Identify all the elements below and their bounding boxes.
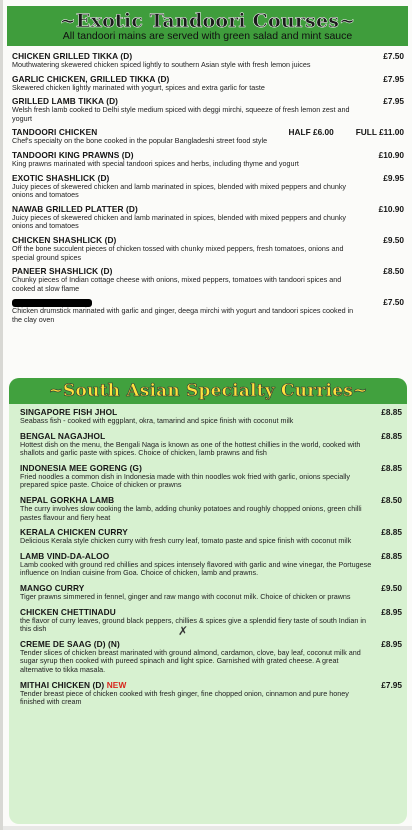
item-name: TANDOORI KING PRAWNS (D) [12,149,134,160]
menu-item [20,463,402,490]
menu-item [12,51,404,70]
item-price: £10.90 [378,203,404,214]
item-price: £8.95 [381,606,402,617]
menu-item [12,74,404,93]
item-description: Skewered chicken lightly marinated with yogurt, spices and extra garlic for taste [12,82,265,92]
menu-item [12,235,404,262]
section-title: ~Exotic Tandoori Courses~ [59,10,356,32]
item-name: EXOTIC SHASHLICK (D) [12,172,110,183]
item-name: TANDOORI CHICKEN [12,127,98,138]
menu-item [12,150,404,169]
menu-item [12,297,404,324]
section-title: ~South Asian Specialty Curries~ [48,381,368,401]
item-name: CHICKEN SHASHLICK (D) [12,234,117,245]
item-description: Off the bone succulent pieces of chicken tossed with chunky mixed peppers, fresh tomatoes, onions and special ground spices [12,243,344,262]
item-description: Tiger prawns simmered in fennel, ginger and raw mango with coconut milk. Choice of chicken or prawns [20,591,351,601]
item-name: GARLIC CHICKEN, GRILLED TIKKA (D) [12,73,170,84]
item-price: £8.85 [381,430,402,441]
item-price: £8.85 [381,550,402,561]
page-bottom-edge [3,826,412,830]
item-description: Fried noodles a common dish in Indonesia made with thin noodles wok fried with garlic, onions specially prepared spice paste. Choice of chicken or prawns [20,471,351,490]
item-description: Chicken drumstick marinated with garlic and ginger, deega mirchi with yogurt and tandoori spices cooked in the clay oven [12,306,354,324]
tandoori-list [12,51,404,329]
item-price: £7.95 [383,73,404,84]
section-header-tandoori [7,6,408,46]
item-description: Mouthwatering skewered chicken spiced lightly to southern Asian style with fresh lemon juices [12,60,311,69]
item-description: the flavor of curry leaves, ground black peppers, chillies & spices give a splendid fiery taste of south Indian in this dish [20,615,366,634]
item-price: £9.50 [383,234,404,245]
item-name: PANEER SHASHLICK (D) [12,266,113,277]
item-name: LAMB VIND-DA-ALOO [20,550,110,561]
menu-item [20,431,402,458]
item-price: £7.50 [383,297,404,308]
menu-item [20,527,402,546]
menu-item [12,204,404,231]
item-description: Chunky pieces of Indian cottage cheese with onions, mixed peppers, tomatoes with tandoori spices and cooked at slow flame [12,275,342,293]
item-price: £9.95 [383,172,404,183]
item-price: £8.85 [381,462,402,473]
item-name: MANGO CURRY [20,582,85,593]
item-name: BENGAL NAGAJHOL [20,430,106,441]
item-price: £8.95 [381,638,402,649]
menu-item [12,266,404,293]
item-description: Seabass fish - cooked with eggplant, okra, tamarind and spice finish with coconut milk [20,416,294,425]
item-price: £7.95 [381,679,402,690]
menu-item [20,639,402,675]
item-price: £8.85 [381,407,402,417]
item-description: The curry involves slow cooking the lamb, adding chunky potatoes and roughly chopped onions, green chilli pastes flavour and fiery heat [20,503,362,522]
menu-item [20,407,402,426]
item-name: CHICKEN CHETTINADU [20,606,116,617]
item-description: Hottest dish on the menu, the Bengali Naga is known as one of the hottest chillies in the world, cooked with shallots and garlic paste with spices. Choice of chicken, lamb prawns and fish [20,439,361,458]
menu-item [12,96,404,123]
menu-item [20,495,402,522]
item-description: Tender breast piece of chicken cooked with fresh ginger, fine chopped onion, cinnamon and pure honey finished with cream [20,688,349,707]
item-price: £10.90 [378,149,404,160]
menu-item [12,173,404,200]
item-price: £7.50 [383,51,404,61]
section-subtitle: All tandoori mains are served with green salad and mint sauce [62,30,353,42]
item-price-full: FULL £11.00 [355,127,404,138]
new-badge: NEW [106,679,127,690]
item-name: INDONESIA MEE GORENG (G) [20,462,142,473]
menu-item [12,127,404,146]
menu-item [20,583,402,602]
item-name: MITHAI CHICKEN (D) [20,679,105,690]
menu-item [20,680,402,707]
item-name: CREME DE SAAG (D) (N) [20,638,120,649]
item-name: CHICKEN GRILLED TIKKA (D) [12,51,133,61]
section-header-specialty [9,378,407,404]
item-description: Welsh fresh lamb cooked to Delhi style medium spiced with deggi mirchi, squeeze of fresh lemon zest and yogurt [12,105,350,123]
item-description: Delicious Kerala style chicken curry with fresh curry leaf, tomato paste and spice finish with coconut milk [20,536,352,546]
item-price: £8.50 [381,494,402,505]
menu-item [20,607,402,634]
item-price: £8.50 [383,266,404,277]
item-price: £7.95 [383,96,404,107]
item-description: King prawns marinated with special tandoori spices and herbs, including thyme and yogurt [12,158,299,168]
item-description: Juicy pieces of skewered chicken and lamb marinated in spices, blended with mixed peppers and chunky onions and tomatoes [12,212,347,231]
item-description: Tender slices of chicken breast marinated with ground almond, cardamon, clove, bay leaf, coconut milk and sugar syrup then cooked with pureed spinach and light spice. Garnished with grated cheese. A great alternative to tikka masala. [20,647,361,674]
menu-item [20,551,402,578]
item-description: Lamb cooked with ground red chillies and spices intensely flavored with garlic and wine vinegar, the Portugese influence on Indian cuisine from Goa. Choice of chicken, lamb and prawns. [20,559,372,578]
item-description: Chef's specialty on the bone cooked in the popular Bangladeshi street food style [12,136,268,146]
pen-mark-icon: ✗ [178,624,189,638]
item-name: KERALA CHICKEN CURRY [20,527,128,538]
item-price-half: HALF £6.00 [288,127,334,138]
item-name: GRILLED LAMB TIKKA (D) [12,96,119,107]
specialty-list [20,407,402,712]
item-description: Juicy pieces of skewered chicken and lamb marinated in spices, blended with mixed peppers and chunky onions and tomatoes [12,181,347,200]
item-name: NAWAB GRILLED PLATTER (D) [12,203,138,214]
item-name: NEPAL GORKHA LAMB [20,494,115,505]
item-price: £9.50 [381,582,402,593]
item-price: £8.85 [381,527,402,538]
item-name: SINGAPORE FISH JHOL [20,407,118,417]
